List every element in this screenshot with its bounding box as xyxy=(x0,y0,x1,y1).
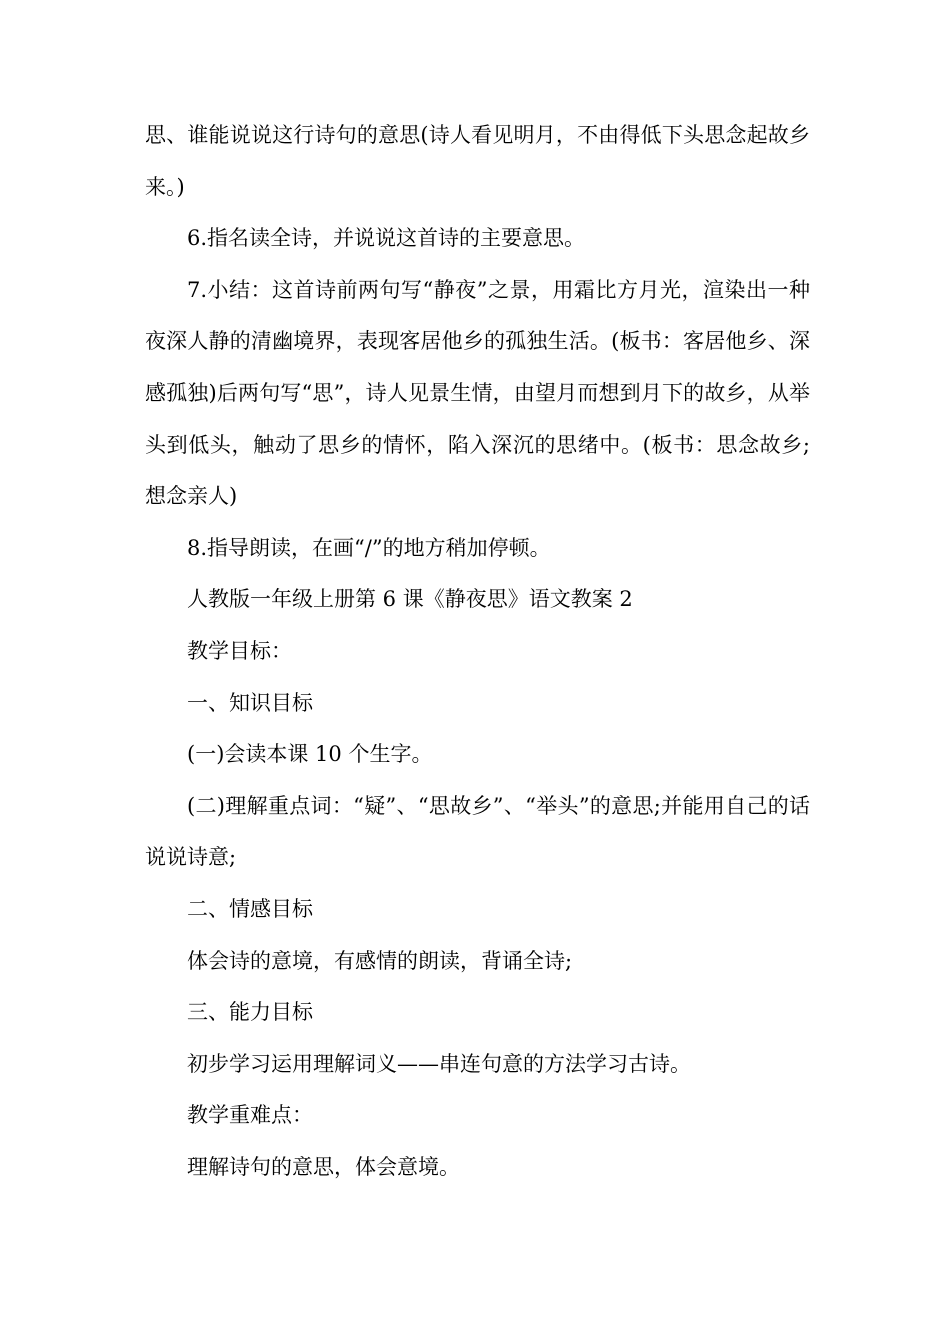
knowledge-goal-item-1: (一)会读本课 10 个生字。 xyxy=(187,742,433,767)
document-body xyxy=(145,110,810,1193)
paragraph-step-6: 6.指名读全诗，并说说这首诗的主要意思。 xyxy=(187,226,586,251)
ability-goal-text: 初步学习运用理解词义——串连句意的方法学习古诗。 xyxy=(187,1051,691,1076)
ability-goal-heading: 三、能力目标 xyxy=(187,1000,313,1025)
emotion-goal-text: 体会诗的意境，有感情的朗读，背诵全诗; xyxy=(187,948,573,973)
key-difficulties-heading: 教学重难点： xyxy=(187,1103,313,1128)
knowledge-goal-item-2: (二)理解重点词：“疑”、“思故乡”、“举头”的意思;并能用自己的话说说诗意; xyxy=(145,793,810,870)
knowledge-goal-heading: 一、知识目标 xyxy=(187,690,313,715)
teaching-goals-heading: 教学目标： xyxy=(187,638,292,663)
key-difficulties-text: 理解诗句的意思，体会意境。 xyxy=(187,1154,460,1179)
paragraph-continuation: 思、谁能说说这行诗句的意思(诗人看见明月，不由得低下头思念起故乡来。) xyxy=(145,123,810,199)
emotion-goal-heading: 二、情感目标 xyxy=(187,896,313,921)
paragraph-step-7-summary: 7.小结：这首诗前两句写“静夜”之景，用霜比方月光，渲染出一种夜深人静的清幽境界，表现客居他乡的孤独生活。(板书：客居他乡、深感孤独)后两句写“思”，诗人见景生情，由望月而想到月下的故乡，从举头到低头，触动了思乡的情怀，陷入深沉的思绪中。(板书：思念故乡;想念亲人) xyxy=(145,277,810,509)
lesson-plan-2-title: 人教版一年级上册第 6 课《静夜思》语文教案 2 xyxy=(187,587,633,612)
paragraph-step-8: 8.指导朗读，在画“/”的地方稍加停顿。 xyxy=(187,535,551,560)
